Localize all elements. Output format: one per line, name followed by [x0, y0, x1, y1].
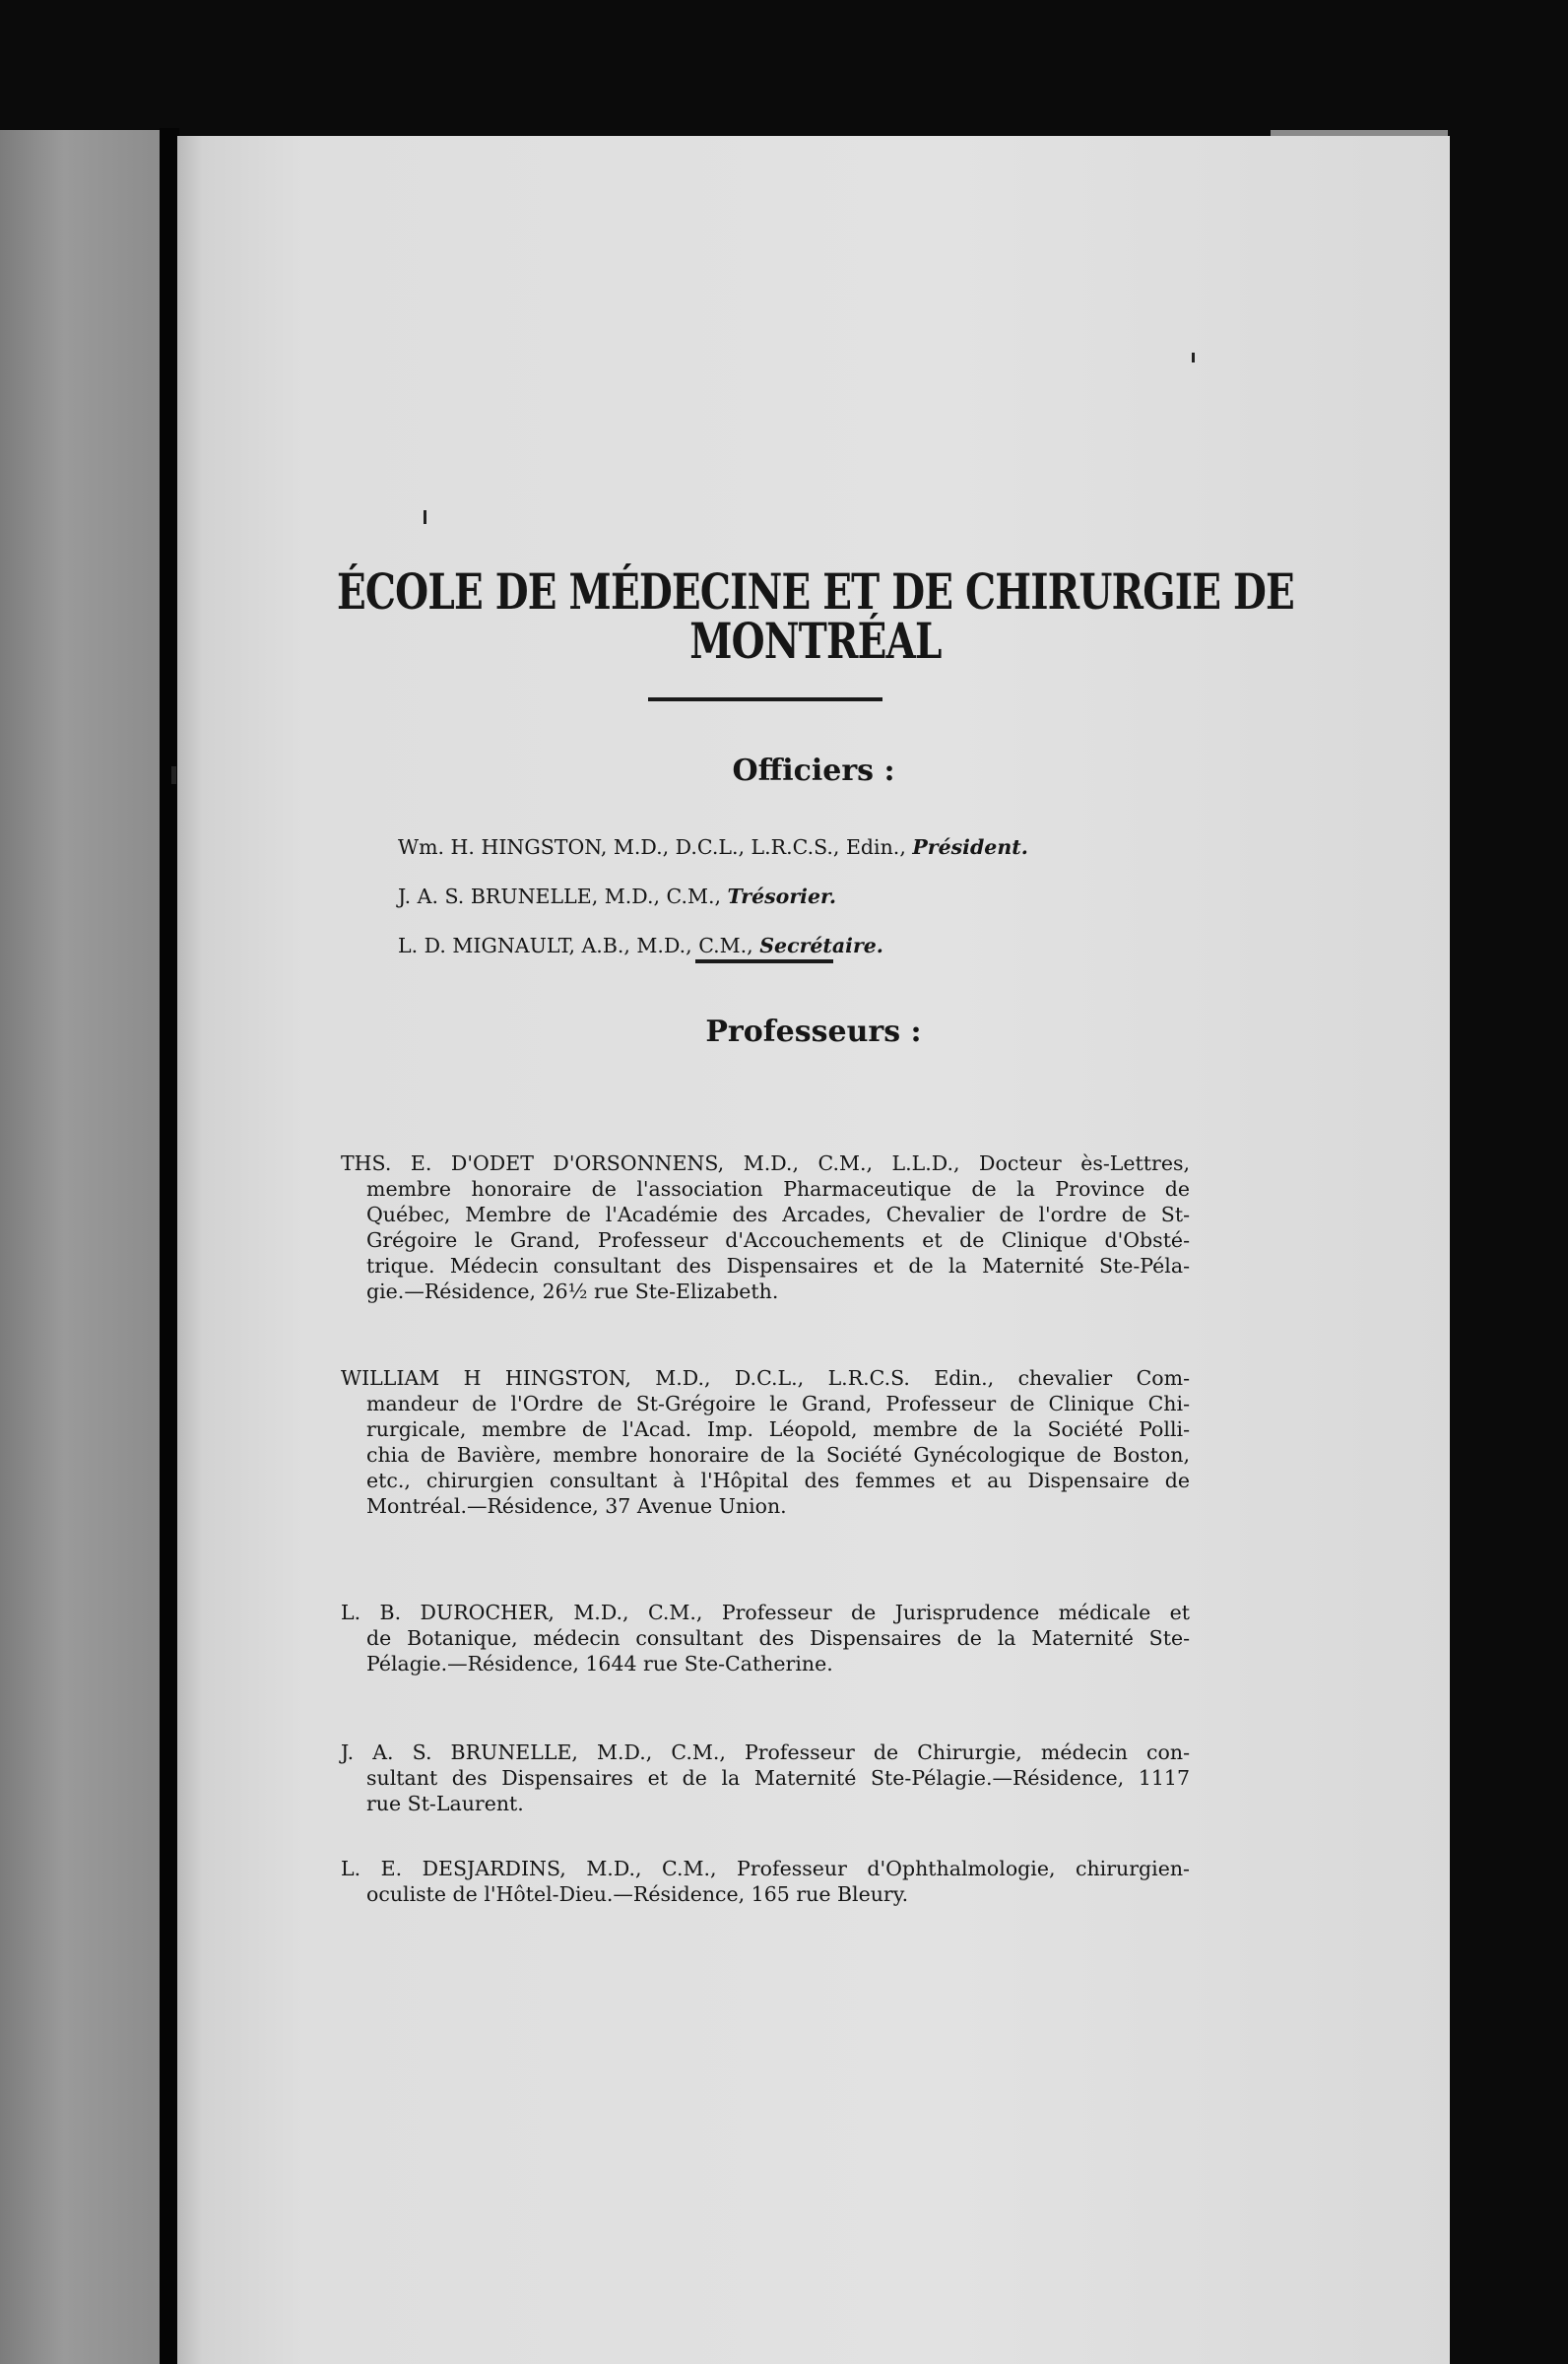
- entry-line: membre honoraire de l'association Pharmaceutique de la Province de: [366, 1177, 1190, 1201]
- entry-line: chia de Bavière, membre honoraire de la Société Gynécologique de Boston,: [366, 1443, 1190, 1467]
- document-page: [177, 136, 1450, 2364]
- professor-entry: [341, 1600, 1190, 1676]
- officer-name: L. D. MIGNAULT, A.B., M.D., C.M.,: [398, 934, 753, 957]
- entry-line: etc., chirurgien consultant à l'Hôpital des femmes et au Dispensaire de: [366, 1469, 1190, 1492]
- entry-line: J. A. S. BRUNELLE, M.D., C.M., Professeur de Chirurgie, médecin con-: [341, 1740, 1190, 1764]
- page-title: ÉCOLE DE MÉDECINE ET DE CHIRURGIE DE MONTRÉAL: [336, 562, 1294, 670]
- title-divider: [648, 697, 882, 701]
- entry-line: mandeur de l'Ordre de St-Grégoire le Grand, Professeur de Clinique Chi-: [366, 1392, 1190, 1415]
- scan-speck: [1192, 353, 1195, 362]
- entry-line: Grégoire le Grand, Professeur d'Accouchements et de Clinique d'Obsté-: [366, 1228, 1190, 1252]
- entry-line: Québec, Membre de l'Académie des Arcades, Chevalier de l'ordre de St-: [366, 1203, 1190, 1226]
- scan-speck: [171, 766, 176, 784]
- officer-role: Trésorier.: [727, 885, 837, 908]
- entry-line: rue St-Laurent.: [366, 1792, 524, 1815]
- officer-line: [398, 837, 1028, 858]
- entry-line: Montréal.—Résidence, 37 Avenue Union.: [366, 1494, 787, 1518]
- scan-speck: [424, 510, 426, 524]
- professor-entry: [341, 1740, 1190, 1816]
- officers-heading: Officiers :: [732, 754, 895, 788]
- officer-line: [398, 936, 883, 956]
- entry-line: gie.—Résidence, 26½ rue Ste-Elizabeth.: [366, 1280, 779, 1303]
- professor-entry: [341, 1856, 1190, 1907]
- entry-line: L. E. DESJARDINS, M.D., C.M., Professeur d'Ophthalmologie, chirurgien-: [341, 1857, 1190, 1880]
- professors-heading: Professeurs :: [705, 1015, 922, 1049]
- officer-role: Président.: [912, 835, 1028, 859]
- entry-line: sultant des Dispensaires et de la Maternité Ste-Pélagie.—Résidence, 1117: [366, 1766, 1190, 1790]
- professor-entry: [341, 1365, 1190, 1519]
- officer-name: Wm. H. HINGSTON, M.D., D.C.L., L.R.C.S., Edin.,: [398, 835, 906, 859]
- entry-line: Pélagie.—Résidence, 1644 rue Ste-Catherine.: [366, 1652, 833, 1675]
- entry-line: trique. Médecin consultant des Dispensaires et de la Maternité Ste-Péla-: [366, 1254, 1190, 1278]
- facing-page-edge: [0, 130, 160, 2364]
- officer-line: [398, 886, 836, 907]
- entry-line: WILLIAM H HINGSTON, M.D., D.C.L., L.R.C.S. Edin., chevalier Com-: [341, 1366, 1190, 1390]
- section-divider: [695, 959, 833, 963]
- entry-line: de Botanique, médecin consultant des Dispensaires de la Maternité Ste-: [366, 1626, 1190, 1650]
- entry-line: oculiste de l'Hôtel-Dieu.—Résidence, 165 rue Bleury.: [366, 1882, 909, 1906]
- professor-entry: [341, 1150, 1190, 1304]
- book-spine-gap: [160, 128, 179, 2364]
- entry-line: THS. E. D'ODET D'ORSONNENS, M.D., C.M., L.L.D., Docteur ès-Lettres,: [341, 1151, 1190, 1175]
- entry-line: L. B. DUROCHER, M.D., C.M., Professeur de Jurisprudence médicale et: [341, 1601, 1190, 1624]
- entry-line: rurgicale, membre de l'Acad. Imp. Léopold, membre de la Société Polli-: [366, 1417, 1190, 1441]
- officer-role: Secrétaire.: [759, 934, 883, 957]
- officer-name: J. A. S. BRUNELLE, M.D., C.M.,: [398, 885, 721, 908]
